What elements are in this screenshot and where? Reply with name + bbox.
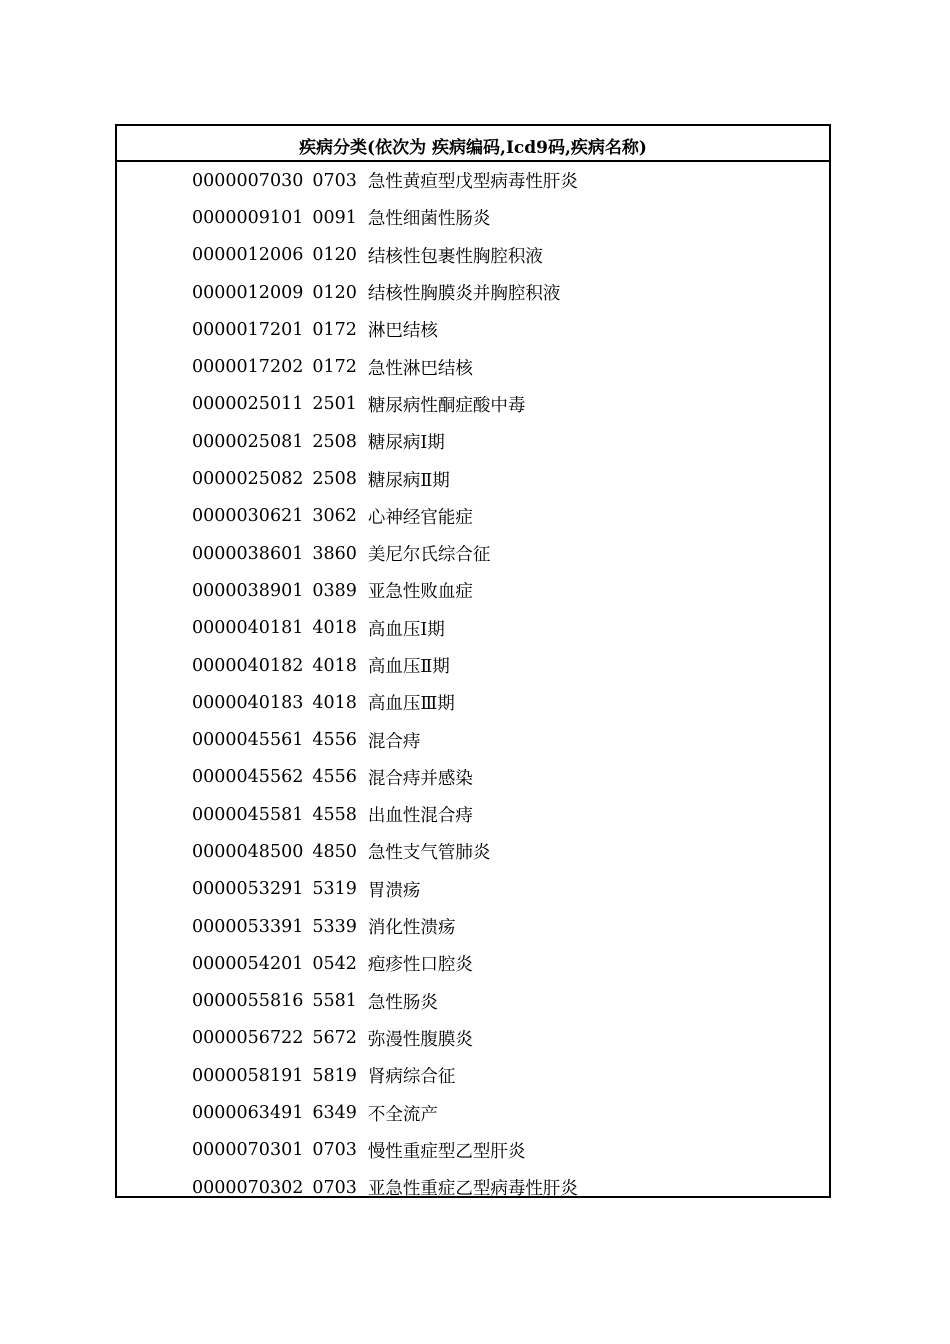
icd9-code: 5319	[312, 879, 357, 900]
table-row	[117, 162, 829, 199]
disease-name: 结核性胸膜炎并胸腔积液	[367, 284, 561, 305]
table-row	[117, 983, 829, 1020]
disease-code: 0000070301	[192, 1140, 304, 1161]
table-row	[117, 423, 829, 460]
disease-code: 0000017202	[192, 357, 304, 378]
table-row	[117, 1169, 829, 1206]
disease-code: 0000012009	[192, 282, 304, 303]
table-row	[117, 535, 829, 572]
table-row	[117, 796, 829, 833]
icd9-code: 4556	[312, 730, 357, 751]
icd9-code: 0703	[312, 1177, 357, 1198]
table-row	[117, 647, 829, 684]
table-row	[117, 945, 829, 982]
icd9-code: 0172	[312, 319, 357, 340]
icd9-code: 2508	[312, 469, 357, 490]
icd9-code: 4018	[312, 655, 357, 676]
disease-name: 不全流产	[367, 1104, 438, 1125]
icd9-code: 4558	[312, 804, 357, 825]
disease-code: 0000045561	[192, 730, 304, 751]
table-row	[117, 684, 829, 721]
table-row	[117, 833, 829, 870]
icd9-code: 4850	[312, 841, 357, 862]
disease-code: 0000038901	[192, 580, 304, 601]
disease-code: 0000030621	[192, 506, 304, 527]
disease-name: 亚急性重症乙型病毒性肝炎	[367, 1179, 578, 1200]
icd9-code: 6349	[312, 1103, 357, 1124]
disease-code: 0000007030	[192, 170, 304, 191]
table-row	[117, 1132, 829, 1169]
icd9-code: 3860	[312, 543, 357, 564]
icd9-code: 5581	[312, 991, 357, 1012]
table-row	[117, 237, 829, 274]
table-row	[117, 1057, 829, 1094]
disease-code: 0000045581	[192, 804, 304, 825]
table-row	[117, 498, 829, 535]
disease-code: 0000025081	[192, 431, 304, 452]
icd9-code: 2508	[312, 431, 357, 452]
table-row	[117, 572, 829, 609]
disease-code: 0000017201	[192, 319, 304, 340]
disease-code: 0000045562	[192, 767, 304, 788]
table-row	[117, 199, 829, 236]
disease-name: 肾病综合征	[367, 1067, 456, 1088]
disease-name: 高血压Ⅲ期	[367, 694, 455, 715]
disease-name: 疱疹性口腔炎	[367, 955, 473, 976]
table-row	[117, 759, 829, 796]
disease-code: 0000040181	[192, 618, 304, 639]
icd9-code: 0703	[312, 1140, 357, 1161]
disease-name: 淋巴结核	[367, 321, 438, 342]
icd9-code: 0389	[312, 580, 357, 601]
table-row	[117, 871, 829, 908]
disease-name: 出血性混合痔	[367, 806, 473, 827]
disease-name: 糖尿病性酮症酸中毒	[367, 395, 526, 416]
disease-code: 0000012006	[192, 245, 304, 266]
disease-code: 0000025082	[192, 469, 304, 490]
table-row	[117, 460, 829, 497]
disease-name: 急性支气管肺炎	[367, 843, 491, 864]
icd9-code: 5819	[312, 1065, 357, 1086]
table-row	[117, 1020, 829, 1057]
disease-code: 0000040182	[192, 655, 304, 676]
disease-name: 急性黄疸型戊型病毒性肝炎	[367, 172, 578, 193]
disease-code: 0000053391	[192, 916, 304, 937]
table-row	[117, 274, 829, 311]
icd9-code: 3062	[312, 506, 357, 527]
disease-name: 慢性重症型乙型肝炎	[367, 1141, 526, 1162]
disease-code: 0000058191	[192, 1065, 304, 1086]
icd9-code: 5339	[312, 916, 357, 937]
disease-code: 0000053291	[192, 879, 304, 900]
disease-code: 0000063491	[192, 1103, 304, 1124]
table-row	[117, 311, 829, 348]
disease-code: 0000055816	[192, 991, 304, 1012]
icd9-code: 0172	[312, 357, 357, 378]
disease-code: 0000070302	[192, 1177, 304, 1198]
disease-code: 0000038601	[192, 543, 304, 564]
disease-name: 结核性包裹性胸腔积液	[367, 246, 543, 267]
icd9-code: 4556	[312, 767, 357, 788]
icd9-code: 2501	[312, 394, 357, 415]
table-body	[117, 162, 829, 1206]
table-row	[117, 721, 829, 758]
icd9-code: 0542	[312, 953, 357, 974]
disease-name: 混合痔	[367, 731, 421, 752]
disease-name: 胃溃疡	[367, 880, 421, 901]
icd9-code: 0120	[312, 282, 357, 303]
disease-name: 高血压Ⅰ期	[367, 619, 445, 640]
icd9-code: 0120	[312, 245, 357, 266]
disease-name: 急性肠炎	[367, 992, 438, 1013]
disease-code: 0000040183	[192, 692, 304, 713]
disease-name: 美尼尔氏综合征	[367, 545, 491, 566]
table-row	[117, 386, 829, 423]
disease-name: 高血压Ⅱ期	[367, 657, 450, 677]
icd9-code: 4018	[312, 618, 357, 639]
icd9-code: 0703	[312, 170, 357, 191]
table-row	[117, 908, 829, 945]
disease-name: 弥漫性腹膜炎	[367, 1029, 473, 1050]
disease-code: 0000009101	[192, 207, 304, 228]
disease-name: 急性细菌性肠炎	[367, 209, 491, 230]
icd9-code: 4018	[312, 692, 357, 713]
disease-code: 0000054201	[192, 953, 304, 974]
disease-name: 糖尿病Ⅰ期	[367, 433, 445, 454]
icd9-code: 5672	[312, 1028, 357, 1049]
disease-code: 0000025011	[192, 394, 304, 415]
disease-name: 亚急性败血症	[367, 582, 473, 603]
disease-code: 0000056722	[192, 1028, 304, 1049]
table-row	[117, 610, 829, 647]
table-row	[117, 348, 829, 385]
disease-name: 糖尿病Ⅱ期	[367, 470, 450, 491]
disease-name: 消化性溃疡	[367, 918, 456, 939]
disease-name: 急性淋巴结核	[367, 358, 473, 379]
disease-classification-table	[115, 124, 831, 1198]
table-row	[117, 1094, 829, 1131]
disease-name: 心神经官能症	[367, 507, 473, 528]
table-header: 疾病分类(依次为 疾病编码,Icd9码,疾病名称)	[117, 126, 829, 162]
disease-code: 0000048500	[192, 841, 304, 862]
icd9-code: 0091	[312, 207, 357, 228]
disease-name: 混合痔并感染	[367, 768, 473, 789]
